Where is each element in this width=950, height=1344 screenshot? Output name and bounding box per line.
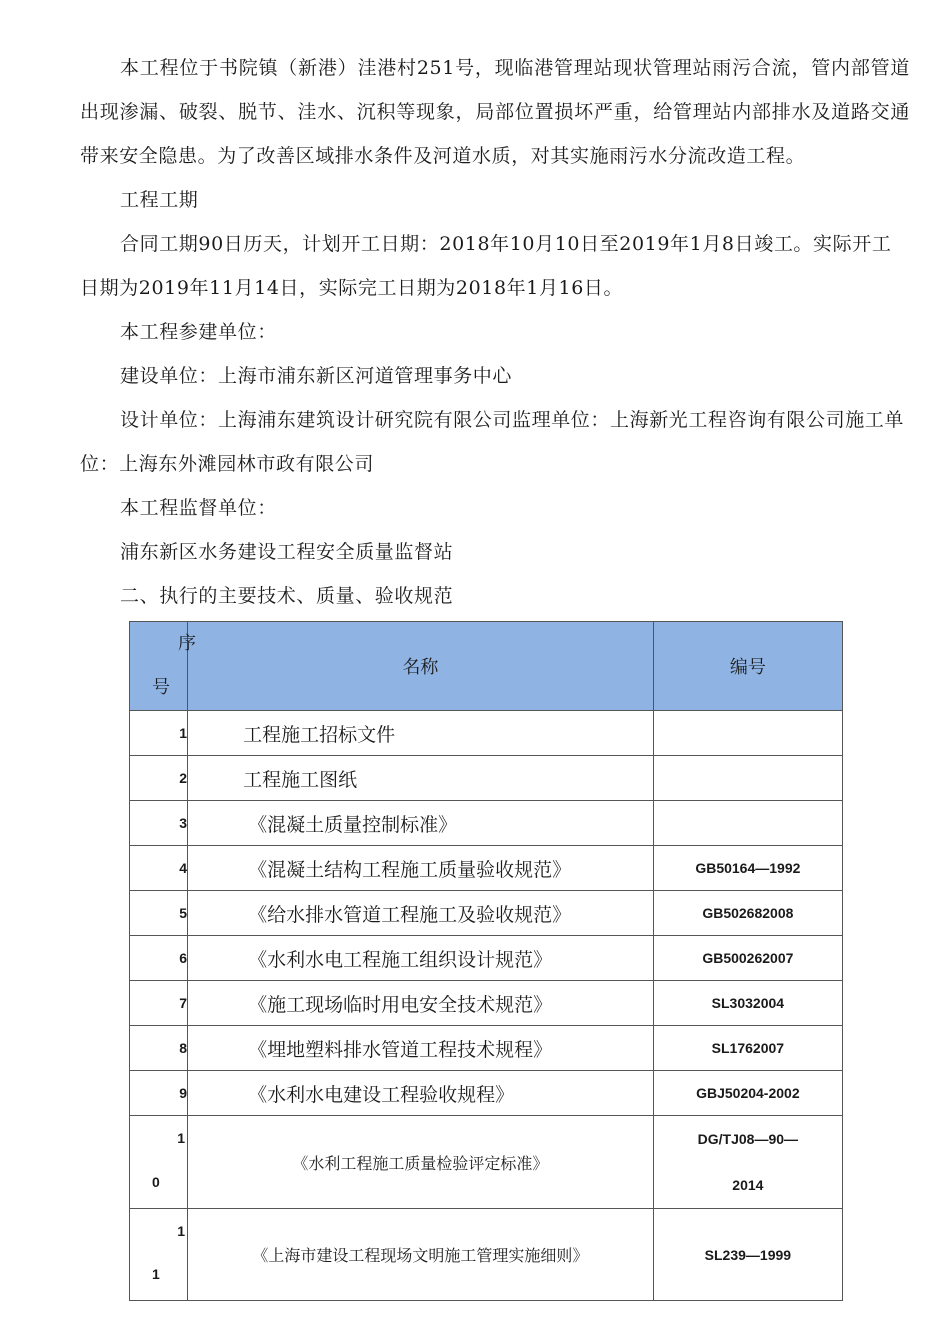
row-name: 《上海市建设工程现场文明施工管理实施细则》 [188,1209,654,1301]
row-number: 7 [130,981,188,1026]
table-row [130,936,843,981]
supervision-unit: 浦东新区水务建设工程安全质量监督站 [120,541,454,563]
period-heading: 工程工期 [120,189,199,211]
builder-unit: 建设单位：上海市浦东新区河道管理事务中心 [120,365,513,387]
table-row [130,1026,843,1071]
row-name: 《水利水电工程施工组织设计规范》 [188,936,654,981]
table-row [130,981,843,1026]
row-number-part2: 0 [152,1174,160,1190]
header-name: 名称 [188,622,654,711]
row-number: 1 [130,711,188,756]
row-number: 3 [130,801,188,846]
table-row [130,711,843,756]
row-code: GBJ50204-2002 [653,1071,842,1116]
header-code: 编号 [653,622,842,711]
header-number [130,622,196,711]
row-number: 5 [130,891,188,936]
table-row [130,1071,843,1116]
row-code: SL1762007 [653,1026,842,1071]
row-number-part1: 1 [177,1130,186,1146]
row-number: 6 [130,936,188,981]
row-number: 4 [130,846,188,891]
participants-heading: 本工程参建单位： [120,321,277,343]
row-name: 《施工现场临时用电安全技术规范》 [188,981,654,1026]
row-code: GB50164—1992 [653,846,842,891]
row-number-part2: 1 [152,1266,160,1282]
row-number [130,1209,188,1301]
table-row [130,756,843,801]
period-paragraph: 合同工期90日历天，计划开工日期：2018年10月10日至2019年1月8日竣工。实际开工日期为2019年11月14日，实际完工日期为2018年1月16日。 [80,233,892,299]
row-name: 工程施工招标文件 [188,711,654,756]
row-name: 工程施工图纸 [188,756,654,801]
row-code: GB500262007 [653,936,842,981]
row-code-line1: DG/TJ08—90— [697,1131,799,1147]
row-code: GB502682008 [653,891,842,936]
row-code [653,756,842,801]
table-row [130,891,843,936]
row-number: 8 [130,1026,188,1071]
row-code-line2: 2014 [732,1177,764,1193]
design-supervision-construction-units: 设计单位：上海浦东建筑设计研究院有限公司监理单位：上海新光工程咨询有限公司施工单位：上海东外滩园林市政有限公司 [80,409,905,475]
row-code: SL3032004 [653,981,842,1026]
table-header-row [130,622,843,711]
section-title: 二、执行的主要技术、质量、验收规范 [120,585,454,607]
header-number-line2: 号 [152,677,170,698]
table-row [130,801,843,846]
row-code: SL239—1999 [653,1209,842,1301]
row-code [653,711,842,756]
row-name: 《给水排水管道工程施工及验收规范》 [188,891,654,936]
supervision-heading: 本工程监督单位： [120,497,277,519]
row-name: 《水利工程施工质量检验评定标准》 [188,1116,654,1209]
row-name: 《混凝土质量控制标准》 [188,801,654,846]
row-code [653,1116,842,1209]
table-row [130,1116,843,1209]
table-row [130,846,843,891]
row-name: 《埋地塑料排水管道工程技术规程》 [188,1026,654,1071]
row-number: 2 [130,756,188,801]
row-name: 《水利水电建设工程验收规程》 [188,1071,654,1116]
row-number [130,1116,188,1209]
standards-table [129,621,843,1301]
header-number-line1: 序 [178,633,196,654]
row-number: 9 [130,1071,188,1116]
row-name: 《混凝土结构工程施工质量验收规范》 [188,846,654,891]
row-number-part1: 1 [177,1223,186,1239]
project-overview-paragraph: 本工程位于书院镇（新港）洼港村251号，现临港管理站现状管理站雨污合流，管内部管道出现渗漏、破裂、脱节、洼水、沉积等现象，局部位置损坏严重，给管理站内部排水及道路交通带来安全隐患。为了改善区域排水条件及河道水质，对其实施雨污水分流改造工程。 [80,57,910,167]
table-row [130,1209,843,1301]
row-code [653,801,842,846]
